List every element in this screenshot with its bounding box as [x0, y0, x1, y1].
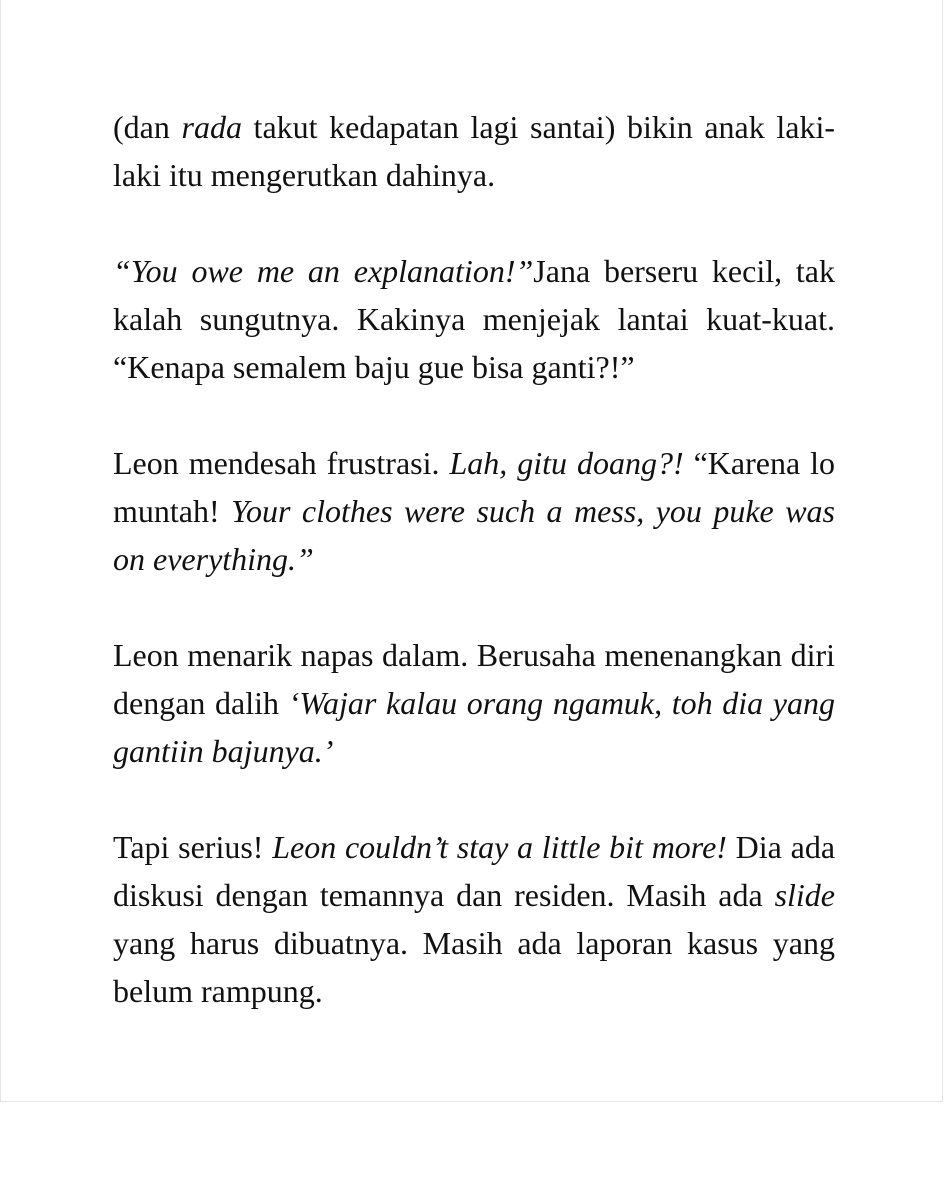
text-segment: Leon mendesah frustrasi. — [113, 445, 450, 481]
italic-text-segment: Lah, gitu doang?! — [449, 445, 684, 481]
italic-text-segment: slide — [774, 877, 835, 913]
paragraph-1 — [113, 103, 835, 199]
page-bottom-margin — [0, 1102, 945, 1200]
italic-text-segment: Your clothes were such a mess, you puke was on everything.” — [113, 493, 836, 577]
text-segment: takut kedapatan lagi santai) bikin anak laki-laki itu mengerutkan dahinya. — [113, 109, 836, 193]
text-segment: yang harus dibuatnya. Masih ada laporan kasus yang belum rampung. — [113, 925, 835, 1009]
italic-text-segment: Leon couldn’t stay a little bit more! — [272, 829, 727, 865]
text-segment: Dia ada diskusi dengan temannya dan residen. Masih ada — [113, 829, 836, 913]
italic-text-segment: ‘Wajar kalau orang ngamuk, toh dia yang gantiin bajunya.’ — [113, 685, 836, 769]
text-segment: (dan — [113, 109, 182, 145]
paragraph-4 — [113, 631, 835, 775]
page-text-column — [113, 103, 835, 1015]
text-segment: Jana berseru kecil, tak kalah sungutnya. Kakinya menjejak lantai kuat-kuat. “Kenapa semalem baju gue bisa ganti?!” — [113, 253, 836, 385]
text-segment: Leon menarik napas dalam. Berusaha menenangkan diri dengan dalih — [113, 637, 835, 721]
paragraph-3 — [113, 439, 835, 583]
text-segment: “Karena lo muntah! — [113, 445, 836, 529]
italic-text-segment: rada — [181, 109, 242, 145]
paragraph-5 — [113, 823, 835, 1015]
italic-text-segment: “You owe me an explanation!” — [113, 253, 534, 289]
paragraph-2 — [113, 247, 835, 391]
text-segment: Tapi serius! — [113, 829, 273, 865]
